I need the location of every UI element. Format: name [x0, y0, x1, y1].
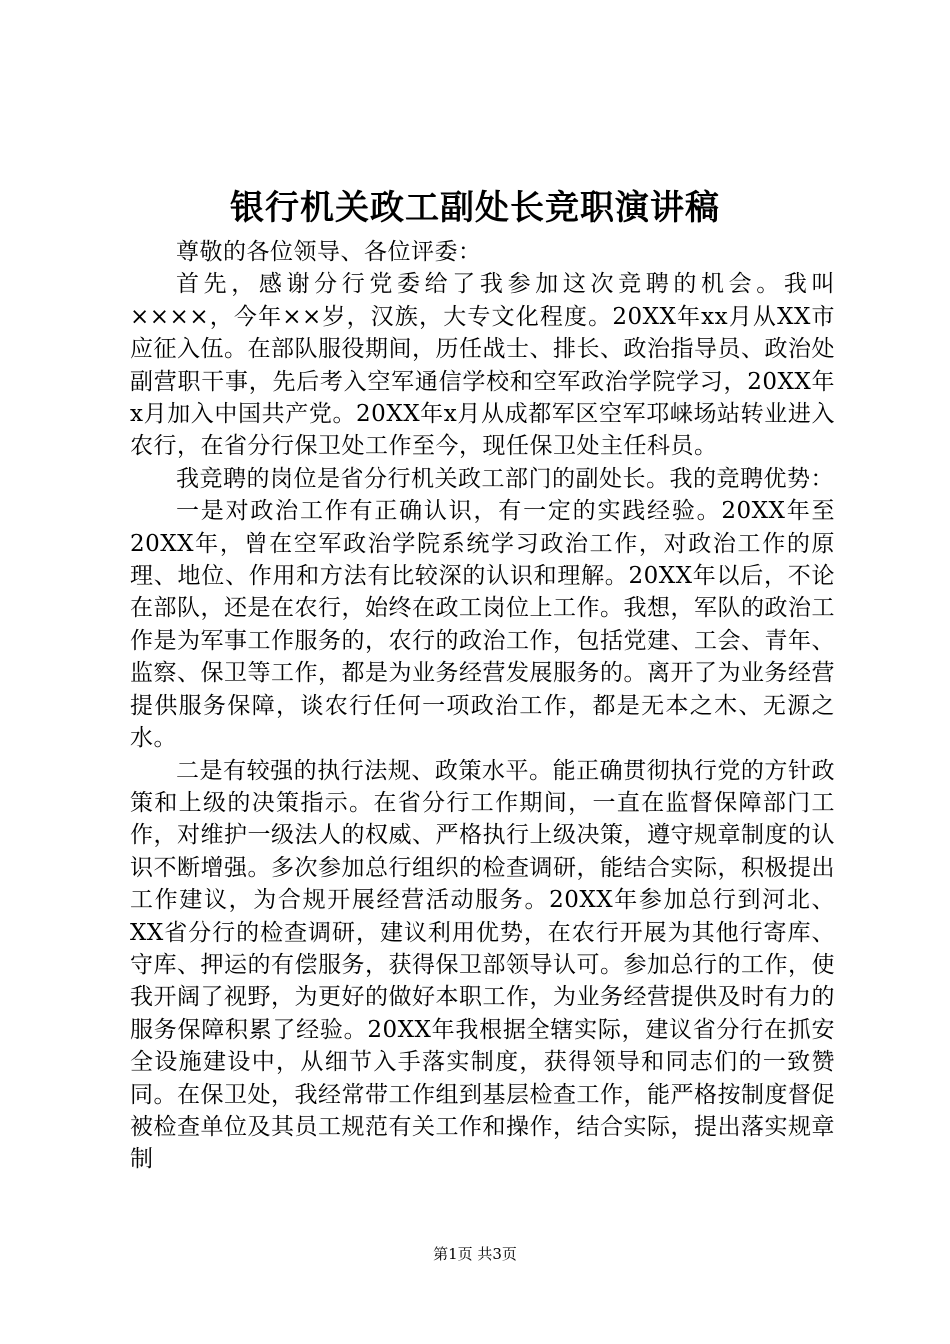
advantage-two-paragraph: 二是有较强的执行法规、政策水平。能正确贯彻执行党的方针政策和上级的决策指示。在省分行工作期间，一直在监督保障部门工作，对维护一级法人的权威、严格执行上级决策，遵守规章制度的认识不断增强。多次参加总行组织的检查调研，能结合实际，积极提出工作建议，为合规开展经营活动服务。20XX年参加总行到河北、XX省分行的检查调研，建议利用优势，在农行开展为其他行寄库、守库、押运的有偿服务，获得保卫部领导认可。参加总行的工作，使我开阔了视野，为更好的做好本职工作，为业务经营提供及时有力的服务保障积累了经验。20XX年我根据全辖实际，建议省分行在抓安全设施建设中，从细节入手落实制度，获得领导和同志们的一致赞同。在保卫处，我经常带工作组到基层检查工作，能严格按制度督促被检查单位及其员工规范有关工作和操作，结合实际，提出落实规章制 — [130, 757, 835, 1173]
position-paragraph: 我竞聘的岗位是省分行机关政工部门的副处长。我的竞聘优势： — [176, 465, 834, 492]
document-body — [130, 236, 835, 1176]
advantage-one-paragraph: 一是对政治工作有正确认识，有一定的实践经验。20XX年至20XX年，曾在空军政治学院系统学习政治工作，对政治工作的原理、地位、作用和方法有比较深的认识和理解。20XX年以后，不论在部队，还是在农行，始终在政工岗位上工作。我想，军队的政治工作是为军事工作服务的，农行的政治工作，包括党建、工会、青年、监察、保卫等工作，都是为业务经营发展服务的。离开了为业务经营提供服务保障，谈农行任何一项政治工作，都是无本之木、无源之水。 — [130, 498, 835, 752]
document-title: 银行机关政工副处长竞职演讲稿 — [230, 188, 720, 228]
introduction-paragraph: 首先，感谢分行党委给了我参加这次竞聘的机会。我叫××××，今年××岁，汉族，大专文化程度。20XX年xx月从XX市应征入伍。在部队服役期间，历任战士、排长、政治指导员、政治处副营职干事，先后考入空军通信学校和空军政治学院学习，20XX年x月加入中国共产党。20XX年x月从成都军区空军邛崃场站转业进入农行，在省分行保卫处工作至今，现任保卫处主任科员。 — [130, 271, 835, 460]
page-footer: 第1页 共3页 — [433, 1245, 517, 1263]
salutation-paragraph: 尊敬的各位领导、各位评委： — [176, 239, 482, 265]
